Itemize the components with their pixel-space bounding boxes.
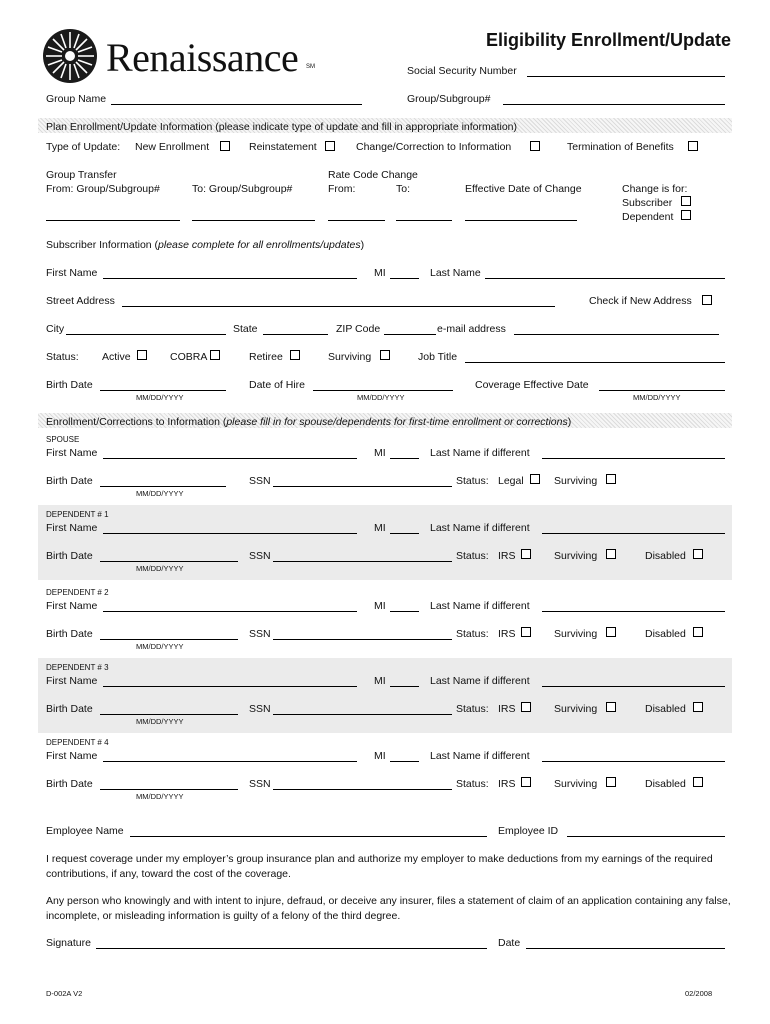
subscriber-checkbox[interactable] xyxy=(681,196,691,206)
dependent-irs-checkbox[interactable] xyxy=(521,702,531,712)
dependent-mi-field[interactable] xyxy=(390,611,419,612)
dependent-last-name-field[interactable] xyxy=(542,686,725,687)
dependent-birth-date-label: Birth Date xyxy=(46,550,93,562)
form-date: 02/2008 xyxy=(685,989,713,998)
new-enrollment-label: New Enrollment xyxy=(135,141,210,153)
date-of-hire-field[interactable] xyxy=(313,390,453,391)
dependent-date-format: MM/DD/YYYY xyxy=(136,642,184,651)
coverage-effective-label: Coverage Effective Date xyxy=(475,379,589,391)
to-group-label: To: Group/Subgroup# xyxy=(192,183,293,195)
spouse-surviving-checkbox[interactable] xyxy=(606,474,616,484)
dependent-first-name-label: First Name xyxy=(46,675,98,687)
hire-date-format: MM/DD/YYYY xyxy=(357,393,405,402)
birth-date-label: Birth Date xyxy=(46,379,93,391)
dependent-surviving-label: Surviving xyxy=(554,703,598,715)
dependent-first-name-field[interactable] xyxy=(103,761,357,762)
subscriber-option-label: Subscriber xyxy=(622,197,673,209)
dependent-disabled-checkbox[interactable] xyxy=(693,777,703,787)
brand-name: Renaissance xyxy=(106,35,299,80)
dependent-mi-field[interactable] xyxy=(390,686,419,687)
dependent-mi-label: MI xyxy=(374,750,386,762)
dependent-first-name-field[interactable] xyxy=(103,611,357,612)
zip-label: ZIP Code xyxy=(336,323,381,335)
spouse-status-label: Status: xyxy=(456,475,489,487)
dependent-date-format: MM/DD/YYYY xyxy=(136,792,184,801)
dependent-irs-checkbox[interactable] xyxy=(521,627,531,637)
signature-label: Signature xyxy=(46,937,91,949)
form-code: D-002A V2 xyxy=(46,989,83,998)
dependent-disabled-checkbox[interactable] xyxy=(693,702,703,712)
dependent-mi-field[interactable] xyxy=(390,533,419,534)
change-correction-label: Change/Correction to Information xyxy=(356,141,512,153)
group-subgroup-field[interactable] xyxy=(503,104,725,105)
dependent-irs-checkbox[interactable] xyxy=(521,777,531,787)
dependent-disabled-checkbox[interactable] xyxy=(693,549,703,559)
ssn-label: Social Security Number xyxy=(407,65,517,77)
signature-field[interactable] xyxy=(96,948,487,949)
group-transfer-label: Group Transfer xyxy=(46,169,117,181)
dependent-surviving-checkbox[interactable] xyxy=(606,702,616,712)
termination-label: Termination of Benefits xyxy=(567,141,674,153)
plan-section-title: Plan Enrollment/Update Information (please indicate type of update and fill in appropriate information) xyxy=(46,121,518,133)
type-of-update-label: Type of Update: xyxy=(46,141,121,153)
dependent-irs-checkbox[interactable] xyxy=(521,549,531,559)
group-name-label: Group Name xyxy=(46,93,107,105)
termination-checkbox[interactable] xyxy=(688,141,698,151)
cobra-checkbox[interactable] xyxy=(210,350,220,360)
state-label: State xyxy=(233,323,258,335)
dependent-disabled-label: Disabled xyxy=(645,703,686,715)
form-title: Eligibility Enrollment/Update xyxy=(486,30,732,50)
rate-code-change-label: Rate Code Change xyxy=(328,169,418,181)
service-mark: SM xyxy=(306,64,315,70)
dependent-disabled-label: Disabled xyxy=(645,778,686,790)
rate-from-field[interactable] xyxy=(328,220,385,221)
to-group-field[interactable] xyxy=(192,220,315,221)
active-label: Active xyxy=(102,351,131,363)
dependent-surviving-label: Surviving xyxy=(554,628,598,640)
state-field[interactable] xyxy=(263,334,328,335)
dependent-birth-date-field[interactable] xyxy=(100,714,238,715)
coverage-date-format: MM/DD/YYYY xyxy=(633,393,681,402)
dependent-last-name-field[interactable] xyxy=(542,611,725,612)
email-field[interactable] xyxy=(514,334,719,335)
authorization-text: I request coverage under my employer’s group insurance plan and authorize my employer to make deductions from my earnings of the required contributions, if any, toward the cost of the coverage. xyxy=(46,853,713,880)
dependent-mi-field[interactable] xyxy=(390,761,419,762)
check-new-address-label: Check if New Address xyxy=(589,295,692,307)
street-address-label: Street Address xyxy=(46,295,115,307)
ssn-field[interactable] xyxy=(527,76,725,77)
group-name-field[interactable] xyxy=(111,104,362,105)
dependent-birth-date-label: Birth Date xyxy=(46,703,93,715)
dependent-last-name-label: Last Name if different xyxy=(430,750,530,762)
dependent-irs-label: IRS xyxy=(498,778,516,790)
dependent-heading: DEPENDENT # 1 xyxy=(46,510,109,519)
dependent-first-name-label: First Name xyxy=(46,750,98,762)
mi-field[interactable] xyxy=(390,278,419,279)
street-address-field[interactable] xyxy=(122,306,555,307)
status-label: Status: xyxy=(46,351,79,363)
enrollment-section-title: Enrollment/Corrections to Information (please fill in for spouse/dependents for first-time enrollment or corrections) xyxy=(46,416,572,428)
dependent-ssn-label: SSN xyxy=(249,703,271,715)
spouse-mi-label: MI xyxy=(374,447,386,459)
date-of-hire-label: Date of Hire xyxy=(249,379,306,391)
spouse-legal-label: Legal xyxy=(498,475,524,487)
dependent-birth-date-label: Birth Date xyxy=(46,628,93,640)
from-group-field[interactable] xyxy=(46,220,180,221)
reinstatement-label: Reinstatement xyxy=(249,141,317,153)
dependent-last-name-field[interactable] xyxy=(542,533,725,534)
dependent-first-name-label: First Name xyxy=(46,522,98,534)
retiree-label: Retiree xyxy=(249,351,283,363)
dependent-disabled-label: Disabled xyxy=(645,550,686,562)
dependent-ssn-field[interactable] xyxy=(273,789,452,790)
spouse-heading: SPOUSE xyxy=(46,435,80,444)
dependent-birth-date-label: Birth Date xyxy=(46,778,93,790)
employee-name-field[interactable] xyxy=(130,836,487,837)
dependent-ssn-label: SSN xyxy=(249,778,271,790)
dependent-status-label: Status: xyxy=(456,778,489,790)
first-name-label: First Name xyxy=(46,267,98,279)
effective-date-change-field[interactable] xyxy=(465,220,577,221)
spouse-mi-field[interactable] xyxy=(390,458,419,459)
first-name-field[interactable] xyxy=(103,278,357,279)
dependent-disabled-label: Disabled xyxy=(645,628,686,640)
dependent-mi-label: MI xyxy=(374,522,386,534)
retiree-checkbox[interactable] xyxy=(290,350,300,360)
coverage-effective-field[interactable] xyxy=(599,390,725,391)
effective-date-change-label: Effective Date of Change xyxy=(465,183,582,195)
rate-to-field[interactable] xyxy=(396,220,452,221)
sunburst-logo-icon xyxy=(42,28,98,84)
dependent-irs-label: IRS xyxy=(498,628,516,640)
birth-date-field[interactable] xyxy=(100,390,226,391)
dependent-date-format: MM/DD/YYYY xyxy=(136,564,184,573)
dependent-surviving-label: Surviving xyxy=(554,550,598,562)
dependent-last-name-field[interactable] xyxy=(542,761,725,762)
spouse-date-format: MM/DD/YYYY xyxy=(136,489,184,498)
job-title-label: Job Title xyxy=(418,351,458,363)
spouse-ssn-label: SSN xyxy=(249,475,271,487)
dependent-ssn-field[interactable] xyxy=(273,561,452,562)
spouse-birth-date-field[interactable] xyxy=(100,486,226,487)
new-enrollment-checkbox[interactable] xyxy=(220,141,230,151)
dependent-ssn-field[interactable] xyxy=(273,639,452,640)
employee-id-field[interactable] xyxy=(567,836,725,837)
last-name-label: Last Name xyxy=(430,267,481,279)
reinstatement-checkbox[interactable] xyxy=(325,141,335,151)
spouse-legal-checkbox[interactable] xyxy=(530,474,540,484)
spouse-first-name-field[interactable] xyxy=(103,458,357,459)
surviving-label: Surviving xyxy=(328,351,372,363)
dependent-disabled-checkbox[interactable] xyxy=(693,627,703,637)
fraud-notice-text: Any person who knowingly and with intent to injure, defraud, or deceive any insurer, files a statement of claim of an application containing any false, incomplete, or misleading information is guilty of a felony of the third degree. xyxy=(46,895,731,922)
surviving-checkbox[interactable] xyxy=(380,350,390,360)
email-label: e-mail address xyxy=(437,323,506,335)
dependent-surviving-checkbox[interactable] xyxy=(606,777,616,787)
rate-to-label: To: xyxy=(396,183,411,195)
rate-from-label: From: xyxy=(328,183,356,195)
spouse-birth-date-label: Birth Date xyxy=(46,475,93,487)
dependent-status-label: Status: xyxy=(456,550,489,562)
employee-id-label: Employee ID xyxy=(498,825,559,837)
dependent-surviving-checkbox[interactable] xyxy=(606,549,616,559)
spouse-surviving-label: Surviving xyxy=(554,475,598,487)
dependent-first-name-field[interactable] xyxy=(103,533,357,534)
dependent-surviving-checkbox[interactable] xyxy=(606,627,616,637)
cobra-label: COBRA xyxy=(170,351,208,363)
dependent-checkbox[interactable] xyxy=(681,210,691,220)
birth-date-format: MM/DD/YYYY xyxy=(136,393,184,402)
dependent-birth-date-field[interactable] xyxy=(100,789,238,790)
date-field[interactable] xyxy=(526,948,725,949)
city-label: City xyxy=(46,323,65,335)
zip-field[interactable] xyxy=(384,334,436,335)
dependent-birth-date-field[interactable] xyxy=(100,561,238,562)
dependent-status-label: Status: xyxy=(456,703,489,715)
city-field[interactable] xyxy=(66,334,226,335)
dependent-last-name-label: Last Name if different xyxy=(430,600,530,612)
spouse-last-name-field[interactable] xyxy=(542,458,725,459)
dependent-option-label: Dependent xyxy=(622,211,674,223)
last-name-field[interactable] xyxy=(485,278,725,279)
dependent-heading: DEPENDENT # 4 xyxy=(46,738,109,747)
dependent-mi-label: MI xyxy=(374,675,386,687)
dependent-first-name-field[interactable] xyxy=(103,686,357,687)
dependent-ssn-label: SSN xyxy=(249,628,271,640)
dependent-heading: DEPENDENT # 2 xyxy=(46,588,109,597)
spouse-ssn-field[interactable] xyxy=(273,486,452,487)
dependent-first-name-label: First Name xyxy=(46,600,98,612)
job-title-field[interactable] xyxy=(465,362,725,363)
dependent-mi-label: MI xyxy=(374,600,386,612)
subscriber-section-title: Subscriber Information (please complete for all enrollments/updates) xyxy=(46,239,365,251)
spouse-first-name-label: First Name xyxy=(46,447,98,459)
mi-label: MI xyxy=(374,267,386,279)
dependent-ssn-label: SSN xyxy=(249,550,271,562)
group-subgroup-label: Group/Subgroup# xyxy=(407,93,491,105)
active-checkbox[interactable] xyxy=(137,350,147,360)
new-address-checkbox[interactable] xyxy=(702,295,712,305)
dependent-status-label: Status: xyxy=(456,628,489,640)
dependent-date-format: MM/DD/YYYY xyxy=(136,717,184,726)
dependent-ssn-field[interactable] xyxy=(273,714,452,715)
dependent-irs-label: IRS xyxy=(498,550,516,562)
dependent-irs-label: IRS xyxy=(498,703,516,715)
change-correction-checkbox[interactable] xyxy=(530,141,540,151)
dependent-heading: DEPENDENT # 3 xyxy=(46,663,109,672)
dependent-birth-date-field[interactable] xyxy=(100,639,238,640)
from-group-label: From: Group/Subgroup# xyxy=(46,183,160,195)
change-is-for-label: Change is for: xyxy=(622,183,688,195)
spouse-last-name-label: Last Name if different xyxy=(430,447,530,459)
dependent-last-name-label: Last Name if different xyxy=(430,675,530,687)
date-label: Date xyxy=(498,937,521,949)
dependent-surviving-label: Surviving xyxy=(554,778,598,790)
dependent-last-name-label: Last Name if different xyxy=(430,522,530,534)
employee-name-label: Employee Name xyxy=(46,825,124,837)
